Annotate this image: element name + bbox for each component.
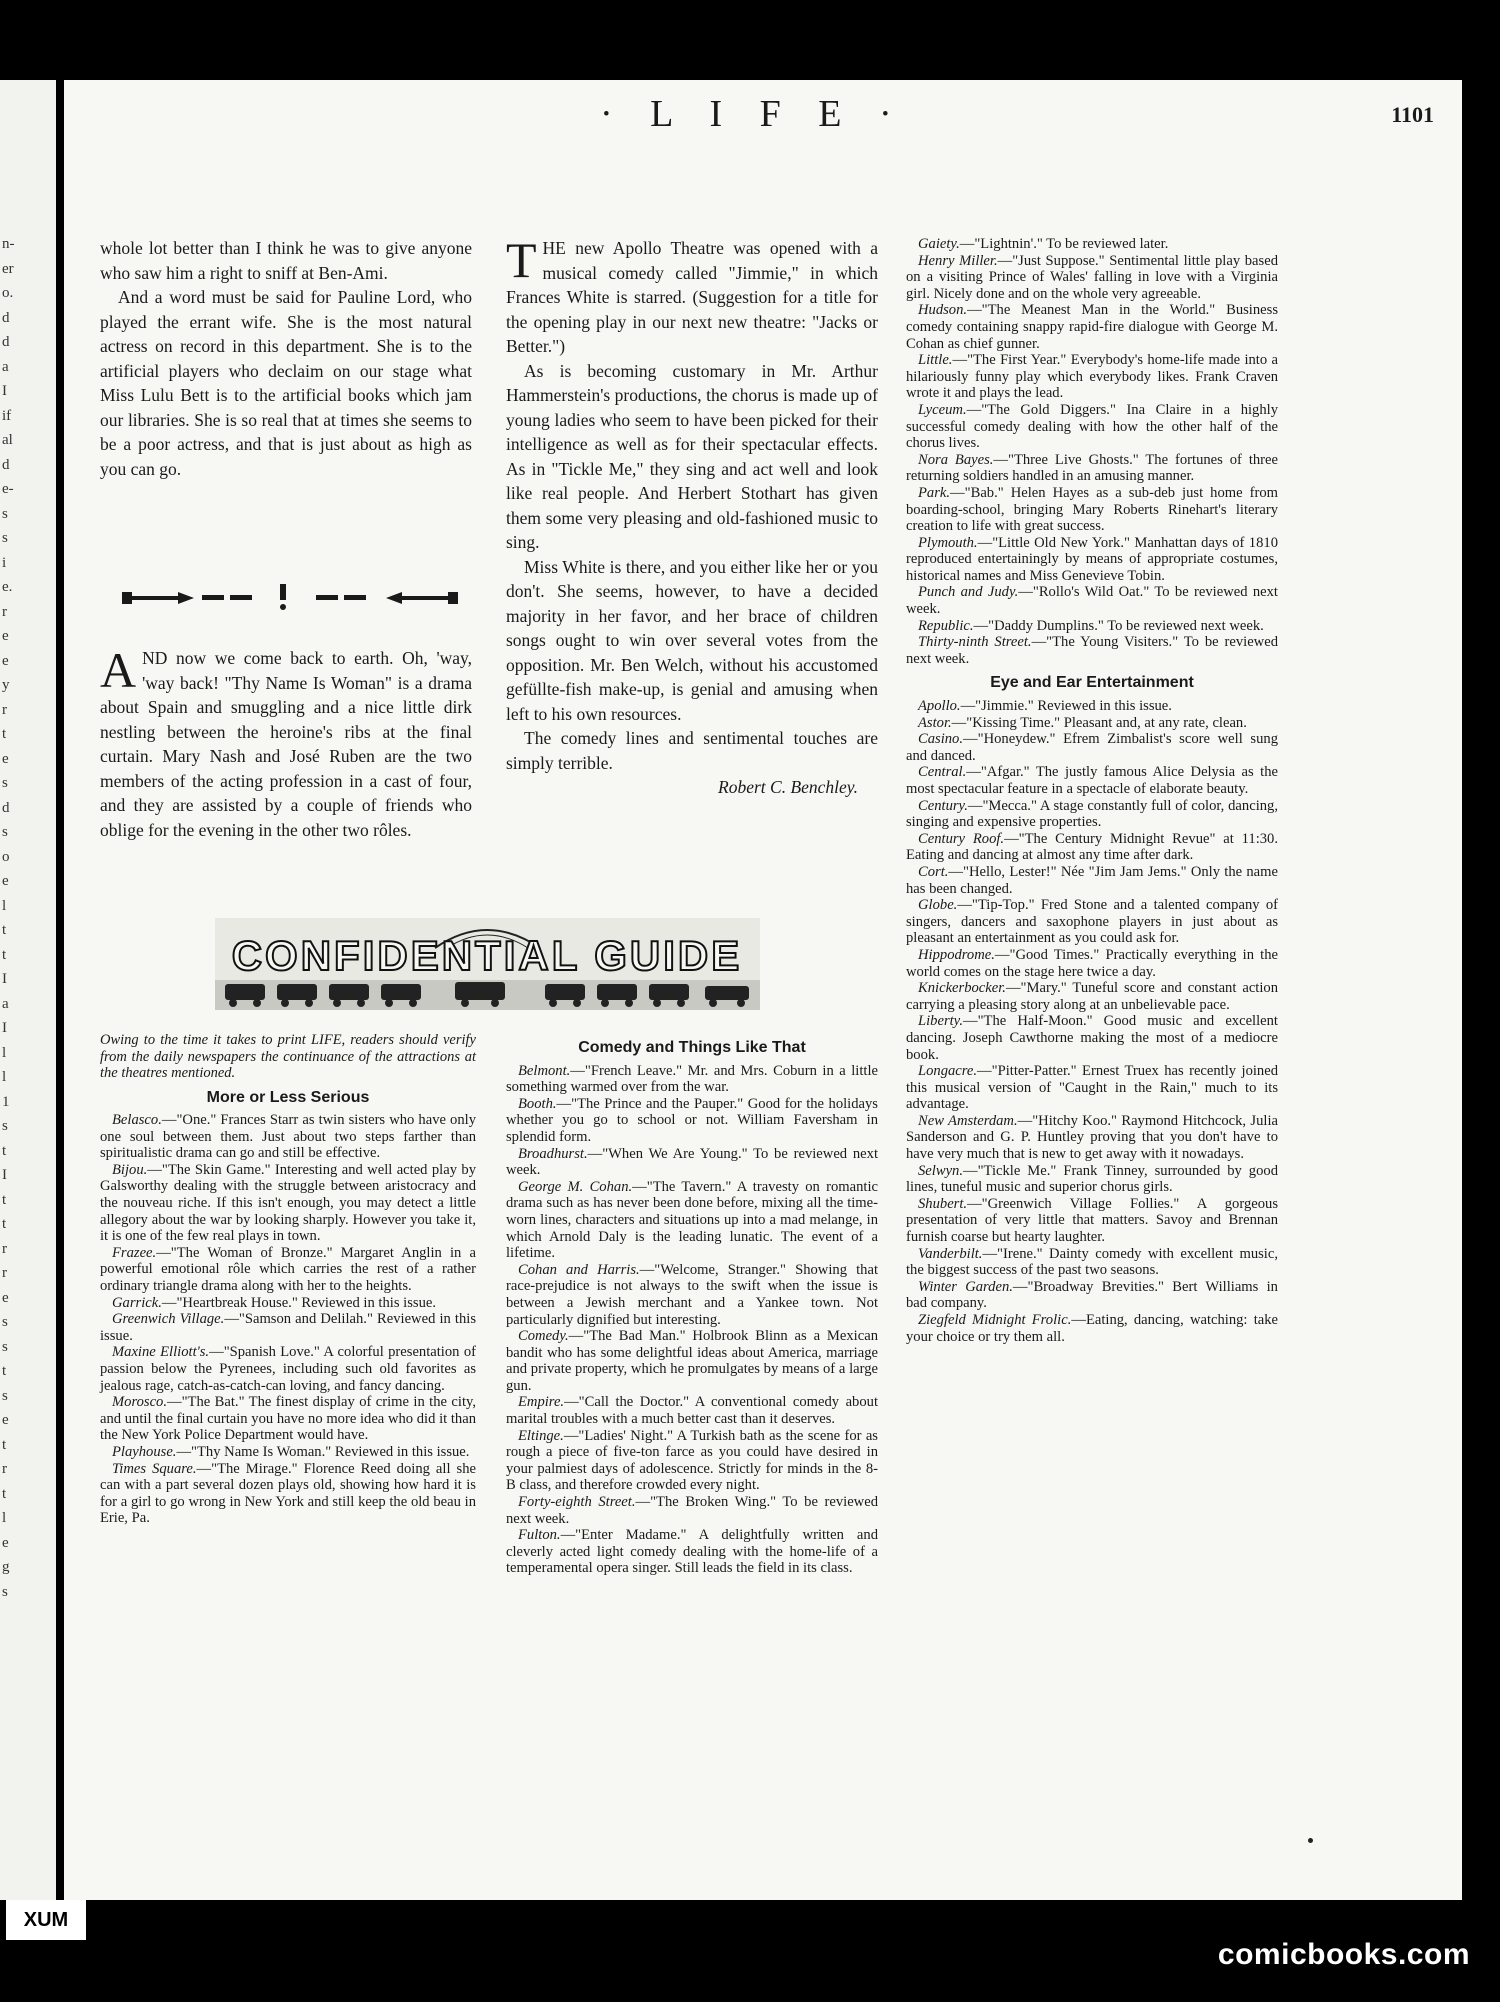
guide-entry bbox=[906, 864, 1278, 897]
facing-page-fragment: s bbox=[2, 1338, 8, 1355]
facing-page-fragment: I bbox=[2, 1020, 7, 1036]
entry-text: —"The Broken Wing." To be reviewed next week. bbox=[506, 1494, 878, 1527]
guide-entry bbox=[906, 698, 1278, 715]
facing-page-fragment: r bbox=[2, 1240, 7, 1257]
guide-entry bbox=[906, 1113, 1278, 1163]
facing-page-fragment: a bbox=[2, 358, 9, 375]
facing-page-fragment: a bbox=[2, 995, 9, 1012]
entry-text: —Eating, dancing, watching: take your choice or try them all. bbox=[906, 1312, 1279, 1345]
entry-text: —"Thy Name Is Woman." Reviewed in this issue. bbox=[176, 1443, 470, 1460]
theatre-name: Morosco. bbox=[112, 1394, 167, 1411]
theatre-name: Century. bbox=[918, 797, 968, 814]
theatre-name: Comedy. bbox=[518, 1328, 569, 1345]
guide-entry bbox=[506, 1428, 878, 1494]
facing-page-fragment: if bbox=[2, 407, 12, 424]
entry-text: —"Tickle Me." Frank Tinney, surrounded by good lines, tuneful music and superior chorus girls. bbox=[906, 1162, 1278, 1196]
guide-entry bbox=[906, 1013, 1278, 1063]
theatre-name: Broadhurst. bbox=[518, 1145, 588, 1162]
entry-text: —"The First Year." Everybody's home-life made into a hilariously funny play which everybody likes. Frank Craven wrote it and plays the lead. bbox=[906, 352, 1278, 402]
guide-entry bbox=[100, 1162, 476, 1245]
facing-page-sliver bbox=[0, 80, 56, 1900]
theatre-name: Empire. bbox=[518, 1394, 565, 1411]
guide-entry bbox=[906, 253, 1278, 303]
entry-text: —"Little Old New York." Manhattan days of 1810 reproduced entertainingly by means of appropriate costumes, historical names and Miss Genevieve Tobin. bbox=[906, 534, 1278, 584]
guide-entry bbox=[906, 236, 1278, 253]
facing-page-fragment: t bbox=[2, 946, 7, 963]
theatre-name: Thirty-ninth Street. bbox=[918, 634, 1032, 651]
facing-page-fragment: s bbox=[2, 1118, 8, 1134]
facing-page-fragment: r bbox=[2, 603, 7, 620]
guide-note: Owing to the time it takes to print LIFE, readers should verify from the daily newspapers the continuance of the attractions at the theatres mentioned. bbox=[100, 1032, 476, 1081]
entry-text: —"Lightnin'." To be reviewed later. bbox=[959, 236, 1169, 252]
entry-text: —"Hitchy Koo." Raymond Hitchcock, Julia Sanderson and G. P. Huntley proving that you don't have to have very much that is new to get away with it nowadays. bbox=[906, 1112, 1278, 1163]
facing-page-fragment: t bbox=[2, 922, 7, 938]
theatre-name: George M. Cohan. bbox=[518, 1178, 633, 1195]
entry-text: —"The Young Visiters." To be reviewed next week. bbox=[906, 634, 1278, 667]
guide-entry bbox=[906, 1246, 1278, 1279]
facing-page-fragment: o. bbox=[2, 285, 14, 301]
guide-column-2 bbox=[506, 1032, 878, 1577]
facing-page-fragment: t bbox=[2, 1142, 7, 1159]
theatre-name: Astor. bbox=[918, 714, 952, 731]
guide-entry bbox=[906, 897, 1278, 947]
theatre-name: Cohan and Harris. bbox=[518, 1261, 640, 1278]
guide-entry bbox=[906, 402, 1278, 452]
theatre-name: Maxine Elliott's. bbox=[112, 1344, 210, 1361]
facing-page-fragment: d bbox=[2, 309, 10, 326]
theatre-name: Belasco. bbox=[112, 1112, 162, 1129]
guide-entry bbox=[506, 1262, 878, 1328]
guide-entry bbox=[506, 1179, 878, 1262]
confidential-guide-banner bbox=[215, 918, 760, 1010]
facing-page-fragment: 1 bbox=[2, 1093, 10, 1110]
entry-text: —"When We Are Young." To be reviewed next week. bbox=[506, 1145, 878, 1179]
facing-page-fragment: s bbox=[2, 1387, 8, 1404]
entry-text: —"Spanish Love." A colorful presentation of passion below the Pyrenees, including such old favorites as jealous rage, catch-as-catch-can loving, and fancy dancing. bbox=[100, 1344, 476, 1394]
theatre-name: Fulton. bbox=[518, 1527, 561, 1544]
facing-page-fragment: n- bbox=[2, 236, 15, 252]
entry-text: —"Just Suppose." Sentimental little play based on a visiting Prince of Wales' falling in love with a Virginia girl. Nicely done and on the whole very agreeable. bbox=[906, 252, 1278, 302]
site-watermark: comicbooks.com bbox=[1217, 1938, 1470, 1971]
facing-page-fragment: g bbox=[2, 1559, 10, 1575]
theatre-name: Times Square. bbox=[112, 1460, 197, 1477]
guide-entry bbox=[100, 1461, 476, 1527]
facing-page-fragment: e bbox=[2, 1412, 9, 1428]
entry-text: —"Irene." Dainty comedy with excellent music, the biggest success of the past two seasons. bbox=[906, 1245, 1278, 1279]
theatre-name: Little. bbox=[918, 352, 953, 369]
facing-page-fragment: al bbox=[2, 432, 13, 448]
guide-entry bbox=[506, 1494, 878, 1527]
theatre-name: Nora Bayes. bbox=[918, 451, 994, 468]
guide-entry bbox=[906, 584, 1278, 617]
facing-page-fragment: s bbox=[2, 530, 8, 546]
facing-page-fragment: t bbox=[2, 1191, 7, 1208]
facing-page-fragment: l bbox=[2, 1510, 7, 1526]
facing-page-fragment: e bbox=[2, 1289, 9, 1306]
entry-text: —"Daddy Dumplins." To be reviewed next week. bbox=[973, 617, 1264, 634]
entry-text: —"Mary." Tuneful score and constant action carrying a pleasing story along at an unbelievable pace. bbox=[906, 980, 1278, 1013]
theatre-name: Eltinge. bbox=[518, 1427, 564, 1444]
facing-page-fragment: s bbox=[2, 824, 8, 840]
facing-page-fragment: d bbox=[2, 334, 10, 350]
facing-page-fragment: I bbox=[2, 383, 7, 399]
entry-text: —"Greenwich Village Follies." A gorgeous presentation of very little that matters. Savoy and Brennan furnish coarse but hearty laughter. bbox=[906, 1195, 1278, 1246]
entry-text: —"Samson and Delilah." Reviewed in this issue. bbox=[100, 1311, 476, 1344]
theatre-name: Hippodrome. bbox=[918, 946, 995, 963]
guide-entry bbox=[906, 302, 1278, 352]
guide-entry bbox=[506, 1096, 878, 1146]
theatre-name: Punch and Judy. bbox=[918, 584, 1019, 601]
guide-entry bbox=[100, 1394, 476, 1444]
guide-entry bbox=[906, 1163, 1278, 1196]
guide-entry bbox=[906, 452, 1278, 485]
entry-text: —"Kissing Time." Pleasant and, at any rate, clean. bbox=[951, 714, 1247, 731]
stray-dot bbox=[1308, 1838, 1313, 1843]
entry-text: —"Welcome, Stranger." Showing that race-prejudice is not always to the swift when the issue is between a Jewish merchant and a Yankee town. Not particularly dignified but interesting. bbox=[506, 1261, 879, 1328]
entry-text: —"The Meanest Man in the World." Business comedy containing snappy rapid-fire dialogue with George M. Cohan as chief gunner. bbox=[906, 302, 1278, 352]
guide-entry bbox=[506, 1394, 878, 1427]
facing-page-fragment: I bbox=[2, 971, 7, 987]
guide-entry bbox=[906, 485, 1278, 535]
entry-text: —"The Bad Man." Holbrook Blinn as a Mexican bandit who has some delightful ideas about America, marriage and private property, which he promulgates by means of a large gun. bbox=[506, 1328, 878, 1394]
source-badge: XUM bbox=[6, 1900, 86, 1940]
paragraph: As is becoming customary in Mr. Arthur Hammerstein's productions, the chorus is made up of young ladies who seem to have been picked for their intelligence as well as for their spectacular effects. As in "Tickle Me," they sing and act well and look like real people. And Herbert Stothart has given them some very pleasing and old-fashioned music to sing. bbox=[506, 360, 878, 552]
guide-entry bbox=[906, 947, 1278, 980]
paragraph: Miss White is there, and you either like her or you don't. She seems, however, to have a decided majority in her favor, and her brace of children songs ought to win over several votes from the opposition. Mr. Ben Welch, without his accustomed gefüllte-fish make-up, is genial and amusing when left to his own resources. bbox=[506, 556, 878, 724]
guide-banner-title: CONFIDENTIAL GUIDE bbox=[231, 932, 743, 979]
theatre-name: Playhouse. bbox=[112, 1443, 177, 1460]
theatre-name: Bijou. bbox=[112, 1161, 148, 1178]
facing-page-fragment: e bbox=[2, 1534, 9, 1551]
facing-page-fragment: r bbox=[2, 1461, 7, 1477]
theatre-name: Gaiety. bbox=[918, 236, 960, 252]
facing-page-fragment: e bbox=[2, 628, 9, 644]
entry-list-comedy bbox=[506, 1063, 878, 1577]
facing-page-fragment: e bbox=[2, 652, 9, 669]
drop-cap: A bbox=[100, 642, 137, 698]
guide-entry bbox=[100, 1311, 476, 1344]
theatre-name: Lyceum. bbox=[918, 401, 967, 418]
entry-list-serious bbox=[100, 1112, 476, 1527]
theatre-name: Knickerbocker. bbox=[918, 980, 1006, 997]
theatre-name: Liberty. bbox=[918, 1013, 963, 1030]
entry-text: —"Tip-Top." Fred Stone and a talented company of singers, dancers and saxophone players in just about as pleasant an entertainment as you could ask for. bbox=[906, 897, 1278, 947]
facing-page-fragment: o bbox=[2, 848, 10, 865]
guide-entry bbox=[906, 535, 1278, 585]
entry-text: —"Call the Doctor." A conventional comedy about marital troubles with a much better cast than it deserves. bbox=[506, 1394, 878, 1428]
theatre-name: Belmont. bbox=[518, 1062, 571, 1079]
guide-entry bbox=[906, 1279, 1278, 1312]
theatre-name: Garrick. bbox=[112, 1294, 162, 1311]
facing-page-fragment: s bbox=[2, 505, 8, 522]
theatre-name: Plymouth. bbox=[918, 534, 978, 551]
entry-text: —"Bab." Helen Hayes as a sub-deb just home from boarding-school, bringing Mary Roberts Rinehart's literary creation to life with great success. bbox=[906, 484, 1278, 535]
facing-page-fragment: l bbox=[2, 1044, 7, 1061]
theatre-name: Republic. bbox=[918, 617, 974, 634]
theatre-name: Shubert. bbox=[918, 1195, 968, 1212]
guide-entry bbox=[100, 1112, 476, 1162]
masthead: · L I F E · bbox=[600, 93, 906, 135]
entry-text: —"French Leave." Mr. and Mrs. Coburn in a little something warmed over from the war. bbox=[506, 1062, 878, 1096]
theatre-name: Frazee. bbox=[112, 1244, 157, 1261]
entry-text: —"Good Times." Practically everything in the world comes on the stage here twice a day. bbox=[906, 946, 1278, 980]
review-column-1 bbox=[100, 236, 472, 481]
theatre-name: Booth. bbox=[518, 1095, 557, 1112]
entry-text: —"Heartbreak House." Reviewed in this issue. bbox=[161, 1294, 436, 1311]
theatre-name: Globe. bbox=[918, 897, 958, 914]
theatre-name: Winter Garden. bbox=[918, 1278, 1013, 1295]
theatre-name: Ziegfeld Midnight Frolic. bbox=[918, 1312, 1072, 1328]
guide-entry bbox=[906, 831, 1278, 864]
theatre-name: Park. bbox=[918, 484, 951, 501]
facing-page-fragment: t bbox=[2, 726, 7, 742]
review-column-1-lower bbox=[100, 642, 472, 842]
guide-entry bbox=[506, 1146, 878, 1179]
theatre-name: Cort. bbox=[918, 863, 949, 880]
entry-list-comedy-continued bbox=[906, 236, 1278, 667]
facing-page-fragment: s bbox=[2, 1314, 8, 1330]
review-column-2 bbox=[506, 232, 878, 800]
guide-entry bbox=[906, 731, 1278, 764]
facing-page-fragment: i bbox=[2, 554, 7, 571]
facing-page-fragment: r bbox=[2, 1265, 7, 1281]
theatre-name: Longacre. bbox=[918, 1063, 978, 1080]
facing-page-fragment: e- bbox=[2, 481, 14, 497]
guide-column-3 bbox=[906, 236, 1278, 1345]
entry-text: —"The Woman of Bronze." Margaret Anglin in a powerful emotional rôle which carries the rest of a rather ordinary triangle drama along with her to the heights. bbox=[100, 1244, 476, 1295]
entry-text: —"The Prince and the Pauper." Good for the holidays whether you go to school or not. William Faversham in splendid form. bbox=[506, 1095, 878, 1145]
theatre-name: Henry Miller. bbox=[918, 252, 998, 269]
entry-text: —"The Gold Diggers." Ina Claire in a highly successful comedy dealing with how the other half of the chorus lives. bbox=[906, 401, 1278, 452]
guide-entry bbox=[100, 1245, 476, 1295]
facing-page-fragment: t bbox=[2, 1485, 7, 1502]
entry-text: —"One." Frances Starr as twin sisters who have only one soul between them. Just about two steps farther than spiritualistic drama can go and still be effective. bbox=[100, 1112, 476, 1162]
facing-page-fragment: e. bbox=[2, 579, 13, 595]
entry-text: —"Afgar." The justly famous Alice Delysia as the most spectacular feature in a spectacle of elaborate beauty. bbox=[906, 764, 1278, 797]
guide-entry bbox=[100, 1295, 476, 1312]
section-heading-eye-ear: Eye and Ear Entertainment bbox=[990, 674, 1194, 692]
facing-page-fragment: I bbox=[2, 1167, 7, 1183]
theatre-name: Selwyn. bbox=[918, 1162, 963, 1179]
facing-page-fragment: d bbox=[2, 456, 10, 473]
entry-text: —"Pitter-Patter." Ernest Truex has recently joined this musical version of "Caught in the Rain," much to its advantage. bbox=[906, 1063, 1278, 1113]
guide-entry bbox=[906, 1196, 1278, 1246]
theatre-name: Apollo. bbox=[918, 698, 961, 715]
facing-page-fragment: t bbox=[2, 1436, 7, 1453]
facing-page-fragment: r bbox=[2, 701, 7, 718]
facing-page-fragment: s bbox=[2, 775, 8, 791]
guide-entry bbox=[906, 1312, 1278, 1345]
entry-text: —"Broadway Brevities." Bert Williams in bad company. bbox=[906, 1278, 1278, 1312]
facing-page-fragment: e bbox=[2, 873, 9, 889]
author-signature: Robert C. Benchley. bbox=[718, 777, 858, 797]
theatre-name: Hudson. bbox=[918, 302, 968, 319]
section-heading-serious: More or Less Serious bbox=[206, 1088, 370, 1106]
entry-text: —"Three Live Ghosts." The fortunes of three returning soldiers handled in an amusing manner. bbox=[906, 451, 1278, 485]
entry-text: —"The Skin Game." Interesting and well acted play by Galsworthy dealing with the struggle between aristocracy and the nouveau riche. If this isn't enough, you may detect a little allegory about the war by looking sharply. However you take it, it is one of the few real plays in town. bbox=[100, 1161, 476, 1245]
facing-page-fragment: t bbox=[2, 1216, 7, 1232]
page-number: 1101 bbox=[1391, 102, 1434, 127]
facing-page-fragment: y bbox=[2, 677, 10, 693]
guide-entry bbox=[906, 352, 1278, 402]
theatre-name: Century Roof. bbox=[918, 830, 1005, 847]
drop-cap: T bbox=[506, 232, 537, 288]
entry-text: —"The Bat." The finest display of crime in the city, and until the final curtain you have no more idea who did it than the New York Police Department would have. bbox=[100, 1394, 476, 1444]
theatre-name: Central. bbox=[918, 764, 967, 781]
guide-entry bbox=[906, 715, 1278, 732]
entry-text: —"Jimmie." Reviewed in this issue. bbox=[960, 698, 1172, 715]
guide-entry bbox=[506, 1328, 878, 1394]
guide-entry bbox=[906, 1063, 1278, 1113]
section-heading-comedy: Comedy and Things Like That bbox=[578, 1039, 806, 1056]
guide-entry bbox=[906, 798, 1278, 831]
entry-text: —"The Century Midnight Revue" at 11:30. Eating and dancing at almost any time after dark. bbox=[906, 830, 1278, 864]
entry-text: —"Honeydew." Efrem Zimbalist's score well sung and danced. bbox=[906, 731, 1278, 764]
entry-list-eye-ear bbox=[906, 698, 1278, 1345]
facing-page-fragment: l bbox=[2, 897, 7, 914]
facing-page-fragment: er bbox=[2, 260, 14, 277]
entry-text: —"Hello, Lester!" Née "Jim Jam Jems." Only the name has been changed. bbox=[906, 863, 1278, 897]
guide-entry bbox=[100, 1444, 476, 1461]
theatre-name: Vanderbilt. bbox=[918, 1245, 983, 1262]
entry-text: —"The Tavern." A travesty on romantic drama such as has never been done before, mixing all the time-worn lines, characters and situations up into a mad melange, in which Arnold Daly is the leading lunatic. The event of a lifetime. bbox=[506, 1178, 878, 1262]
entry-text: —"Enter Madame." A delightfully written and cleverly acted light comedy dealing with the home-life of a temperamental opera singer. Still leads the field in its class. bbox=[506, 1527, 878, 1577]
ornamental-divider bbox=[120, 582, 460, 612]
paragraph: And a word must be said for Pauline Lord, who played the errant wife. She is the most natural actress on record in this department. She is to the artificial players who declaim on our stage what Miss Lulu Bett is to the artificial books which jam our libraries. She is so real that at times she seems to be a poor actress, and that is just about as high as you can go. bbox=[100, 287, 472, 479]
entry-text: —"The Mirage." Florence Reed doing all she can with a part several dozen plays old, showing how hard it is for a girl to go wrong in New York and still keep the old beau in Erie, Pa. bbox=[100, 1460, 476, 1527]
facing-page-fragment: l bbox=[2, 1069, 7, 1085]
theatre-name: Casino. bbox=[918, 731, 964, 748]
guide-entry bbox=[506, 1063, 878, 1096]
guide-entry bbox=[906, 764, 1278, 797]
paragraph: The comedy lines and sentimental touches are simply terrible. bbox=[506, 728, 878, 773]
entry-text: —"Mecca." A stage constantly full of color, dancing, singing and expensive properties. bbox=[906, 797, 1278, 831]
theatre-name: Forty-eighth Street. bbox=[518, 1494, 636, 1511]
guide-entry bbox=[506, 1527, 878, 1577]
paragraph: whole lot better than I think he was to give anyone who saw him a right to sniff at Ben-Ami. bbox=[100, 238, 472, 283]
entry-text: —"Rollo's Wild Oat." To be reviewed next week. bbox=[906, 584, 1278, 618]
guide-entry bbox=[906, 618, 1278, 635]
facing-page-fragment: t bbox=[2, 1363, 7, 1379]
theatre-name: Greenwich Village. bbox=[112, 1311, 225, 1328]
guide-entry bbox=[100, 1344, 476, 1394]
facing-page-fragment: d bbox=[2, 799, 10, 816]
entry-text: —"Ladies' Night." A Turkish bath as the scene for as rough a piece of five-ton farce as you could have desired in your palmiest days of adolescence. Strictly for minds in the 8-B class, and therefore crowded every night. bbox=[506, 1427, 878, 1494]
guide-entry bbox=[906, 980, 1278, 1013]
theatre-name: New Amsterdam. bbox=[918, 1112, 1018, 1129]
facing-page-fragment: e bbox=[2, 750, 9, 767]
paragraph: ND now we come back to earth. Oh, 'way, 'way back! "Thy Name Is Woman" is a drama about Spain and smuggling and a nice little dirk nestling between the heroine's ribs at the final curtain. Mary Nash and José Ruben are the two members of the acting profession in a cast of four, and they are assisted by a couple of friends who oblige for the evening in the other two rôles. bbox=[100, 648, 472, 840]
paragraph: HE new Apollo Theatre was opened with a musical comedy called "Jimmie," in which Frances White is starred. (Suggestion for a title for the opening play in our next new theatre: "Jacks or Better.") bbox=[506, 238, 878, 356]
guide-entry bbox=[906, 634, 1278, 667]
entry-text: —"The Half-Moon." Good music and excellent dancing. Joseph Cawthorne making the most of a mediocre book. bbox=[906, 1013, 1278, 1063]
guide-column-1 bbox=[100, 1032, 476, 1527]
facing-page-fragment: s bbox=[2, 1583, 8, 1600]
